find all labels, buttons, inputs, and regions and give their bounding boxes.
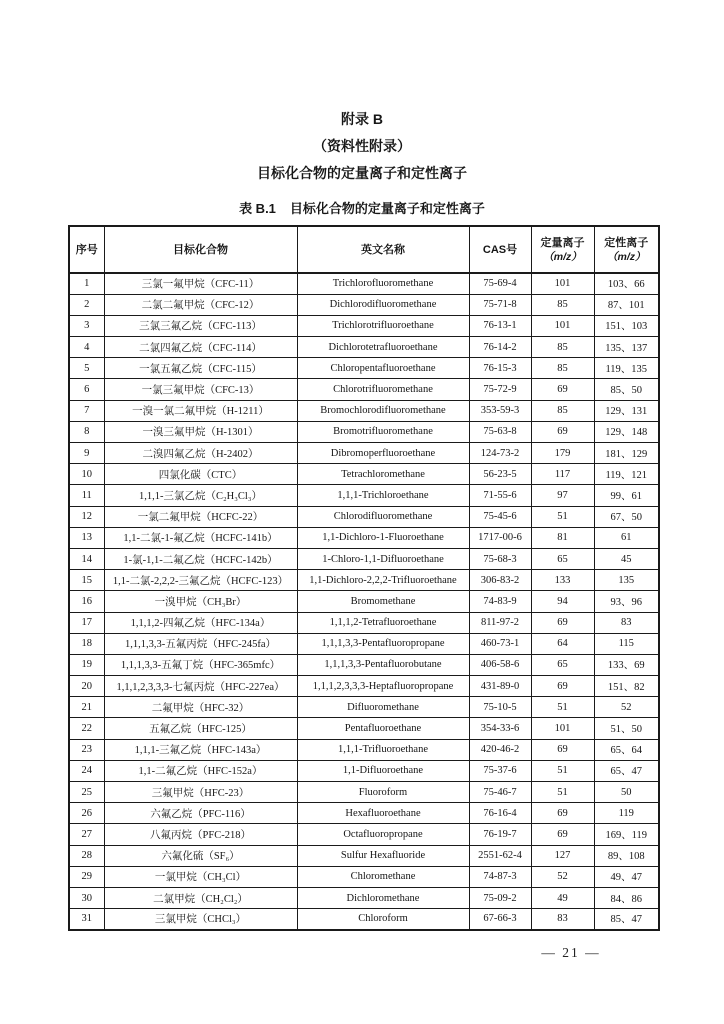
cell-name-cn: 一溴三氟甲烷（H-1301） — [104, 421, 297, 442]
cell-name-cn: 1,1-二氟乙烷（HFC-152a） — [104, 760, 297, 781]
cell-quant-ion: 69 — [531, 612, 594, 633]
cell-quant-ion: 51 — [531, 697, 594, 718]
table-caption-title: 目标化合物的定量离子和定性离子 — [289, 201, 485, 216]
cell-name-en: Dichlorodifluoromethane — [297, 294, 469, 315]
cell-name-cn: 二氯二氟甲烷（CFC-12） — [104, 294, 297, 315]
cell-name-cn: 八氟丙烷（PFC-218） — [104, 824, 297, 845]
cell-quant-ion: 133 — [531, 570, 594, 591]
cell-cas: 75-37-6 — [469, 760, 531, 781]
cell-name-cn: 三氯甲烷（CHCl₃） — [104, 909, 297, 930]
cell-name-cn: 一氯二氟甲烷（HCFC-22） — [104, 506, 297, 527]
cell-quant-ion: 101 — [531, 273, 594, 294]
cell-quant-ion: 52 — [531, 866, 594, 887]
cell-cas: 75-46-7 — [469, 782, 531, 803]
table-row — [69, 654, 659, 675]
cell-qual-ion: 129、131 — [594, 400, 659, 421]
cell-qual-ion: 115 — [594, 633, 659, 654]
cell-no: 30 — [69, 887, 104, 908]
compound-table-body — [69, 273, 659, 930]
header-name-en: 英文名称 — [297, 226, 469, 273]
cell-qual-ion: 103、66 — [594, 273, 659, 294]
cell-no: 4 — [69, 337, 104, 358]
cell-quant-ion: 69 — [531, 739, 594, 760]
cell-cas: 460-73-1 — [469, 633, 531, 654]
cell-cas: 75-09-2 — [469, 887, 531, 908]
cell-quant-ion: 179 — [531, 443, 594, 464]
cell-no: 10 — [69, 464, 104, 485]
cell-quant-ion: 64 — [531, 633, 594, 654]
cell-name-en: Fluoroform — [297, 782, 469, 803]
cell-qual-ion: 89、108 — [594, 845, 659, 866]
cell-qual-ion: 84、86 — [594, 887, 659, 908]
table-caption — [0, 198, 724, 217]
cell-name-en: Dichlorotetrafluoroethane — [297, 337, 469, 358]
cell-name-en: Trichlorotrifluoroethane — [297, 315, 469, 336]
cell-name-cn: 1,1,1-三氟乙烷（HFC-143a） — [104, 739, 297, 760]
cell-no: 16 — [69, 591, 104, 612]
cell-quant-ion: 127 — [531, 845, 594, 866]
cell-qual-ion: 83 — [594, 612, 659, 633]
cell-name-en: 1,1,1,2,3,3,3-Heptafluoropropane — [297, 676, 469, 697]
header-quant-ion-mz: （m/z） — [543, 250, 582, 263]
cell-name-cn: 二氯甲烷（CH₂Cl₂） — [104, 887, 297, 908]
cell-no: 13 — [69, 527, 104, 548]
header-qual-ion-label: 定性离子 — [604, 236, 649, 249]
cell-no: 31 — [69, 909, 104, 930]
appendix-title-block — [0, 106, 724, 187]
cell-name-cn: 三氟甲烷（HFC-23） — [104, 782, 297, 803]
cell-qual-ion: 67、50 — [594, 506, 659, 527]
cell-name-en: 1,1,1-Trifluoroethane — [297, 739, 469, 760]
cell-qual-ion: 119 — [594, 803, 659, 824]
appendix-heading: 目标化合物的定量离子和定性离子 — [257, 165, 467, 181]
cell-name-en: Pentafluoroethane — [297, 718, 469, 739]
cell-cas: 75-63-8 — [469, 421, 531, 442]
cell-name-cn: 一氯五氟乙烷（CFC-115） — [104, 358, 297, 379]
cell-no: 8 — [69, 421, 104, 442]
cell-name-en: 1-Chloro-1,1-Difluoroethane — [297, 548, 469, 569]
table-row — [69, 400, 659, 421]
table-row — [69, 909, 659, 930]
cell-no: 27 — [69, 824, 104, 845]
cell-qual-ion: 49、47 — [594, 866, 659, 887]
cell-quant-ion: 83 — [531, 909, 594, 930]
table-row — [69, 697, 659, 718]
cell-no: 21 — [69, 697, 104, 718]
cell-no: 25 — [69, 782, 104, 803]
table-row — [69, 633, 659, 654]
cell-qual-ion: 65、64 — [594, 739, 659, 760]
cell-qual-ion: 51、50 — [594, 718, 659, 739]
table-row — [69, 464, 659, 485]
cell-cas: 75-72-9 — [469, 379, 531, 400]
cell-cas: 124-73-2 — [469, 443, 531, 464]
table-row — [69, 739, 659, 760]
cell-name-en: Chlorodifluoromethane — [297, 506, 469, 527]
cell-name-en: Chlorotrifluoromethane — [297, 379, 469, 400]
cell-cas: 75-45-6 — [469, 506, 531, 527]
cell-name-cn: 三氯一氟甲烷（CFC-11） — [104, 273, 297, 294]
cell-qual-ion: 85、47 — [594, 909, 659, 930]
cell-name-en: 1,1-Difluoroethane — [297, 760, 469, 781]
cell-name-cn: 1,1,1,3,3-五氟丁烷（HFC-365mfc） — [104, 654, 297, 675]
cell-qual-ion: 151、103 — [594, 315, 659, 336]
cell-cas: 75-69-4 — [469, 273, 531, 294]
cell-quant-ion: 69 — [531, 803, 594, 824]
table-row — [69, 485, 659, 506]
table-row — [69, 887, 659, 908]
cell-name-en: Bromomethane — [297, 591, 469, 612]
cell-cas: 75-10-5 — [469, 697, 531, 718]
cell-name-en: 1,1,1,3,3-Pentafluoropropane — [297, 633, 469, 654]
cell-name-en: Sulfur Hexafluoride — [297, 845, 469, 866]
table-row — [69, 421, 659, 442]
cell-qual-ion: 119、121 — [594, 464, 659, 485]
cell-name-cn: 1-氯-1,1-二氟乙烷（HCFC-142b） — [104, 548, 297, 569]
cell-name-cn: 一氯甲烷（CH₃Cl） — [104, 866, 297, 887]
cell-name-en: 1,1,1-Trichloroethane — [297, 485, 469, 506]
table-row — [69, 718, 659, 739]
cell-quant-ion: 65 — [531, 548, 594, 569]
cell-name-cn: 二溴四氟乙烷（H-2402） — [104, 443, 297, 464]
cell-cas: 71-55-6 — [469, 485, 531, 506]
cell-cas: 75-71-8 — [469, 294, 531, 315]
cell-name-en: Bromochlorodifluoromethane — [297, 400, 469, 421]
cell-quant-ion: 49 — [531, 887, 594, 908]
cell-quant-ion: 94 — [531, 591, 594, 612]
cell-cas: 406-58-6 — [469, 654, 531, 675]
cell-quant-ion: 85 — [531, 358, 594, 379]
page-number: — 21 — — [541, 945, 601, 960]
cell-quant-ion: 69 — [531, 379, 594, 400]
cell-qual-ion: 119、135 — [594, 358, 659, 379]
table-row — [69, 803, 659, 824]
cell-name-en: Chloroform — [297, 909, 469, 930]
cell-no: 12 — [69, 506, 104, 527]
cell-no: 17 — [69, 612, 104, 633]
cell-name-en: Bromotrifluoromethane — [297, 421, 469, 442]
cell-name-en: Chloromethane — [297, 866, 469, 887]
cell-cas: 76-13-1 — [469, 315, 531, 336]
table-row — [69, 782, 659, 803]
header-quant-ion — [531, 226, 594, 273]
cell-name-cn: 1,1-二氯-1-氟乙烷（HCFC-141b） — [104, 527, 297, 548]
cell-no: 5 — [69, 358, 104, 379]
cell-qual-ion: 169、119 — [594, 824, 659, 845]
cell-qual-ion: 133、69 — [594, 654, 659, 675]
cell-qual-ion: 61 — [594, 527, 659, 548]
cell-quant-ion: 69 — [531, 421, 594, 442]
compound-table-header — [69, 226, 659, 273]
cell-no: 24 — [69, 760, 104, 781]
cell-qual-ion: 99、61 — [594, 485, 659, 506]
cell-no: 2 — [69, 294, 104, 315]
cell-no: 15 — [69, 570, 104, 591]
cell-no: 23 — [69, 739, 104, 760]
cell-name-en: Tetrachloromethane — [297, 464, 469, 485]
cell-quant-ion: 97 — [531, 485, 594, 506]
table-row — [69, 506, 659, 527]
table-row — [69, 591, 659, 612]
cell-no: 26 — [69, 803, 104, 824]
cell-quant-ion: 85 — [531, 400, 594, 421]
cell-qual-ion: 129、148 — [594, 421, 659, 442]
cell-qual-ion: 50 — [594, 782, 659, 803]
table-row — [69, 845, 659, 866]
table-row — [69, 527, 659, 548]
cell-cas: 353-59-3 — [469, 400, 531, 421]
cell-name-en: Difluoromethane — [297, 697, 469, 718]
cell-cas: 811-97-2 — [469, 612, 531, 633]
cell-no: 29 — [69, 866, 104, 887]
cell-quant-ion: 101 — [531, 315, 594, 336]
cell-name-en: Hexafluoroethane — [297, 803, 469, 824]
table-row — [69, 612, 659, 633]
cell-qual-ion: 93、96 — [594, 591, 659, 612]
cell-cas: 76-15-3 — [469, 358, 531, 379]
cell-no: 6 — [69, 379, 104, 400]
cell-quant-ion: 81 — [531, 527, 594, 548]
appendix-title: 附录 B — [341, 111, 383, 127]
cell-cas: 354-33-6 — [469, 718, 531, 739]
cell-name-cn: 二氟甲烷（HFC-32） — [104, 697, 297, 718]
cell-quant-ion: 85 — [531, 294, 594, 315]
cell-cas: 76-19-7 — [469, 824, 531, 845]
table-row — [69, 548, 659, 569]
header-quant-ion-label: 定量离子 — [540, 236, 585, 249]
cell-qual-ion: 85、50 — [594, 379, 659, 400]
cell-no: 22 — [69, 718, 104, 739]
cell-no: 11 — [69, 485, 104, 506]
cell-no: 3 — [69, 315, 104, 336]
cell-cas: 74-83-9 — [469, 591, 531, 612]
cell-qual-ion: 87、101 — [594, 294, 659, 315]
cell-cas: 76-14-2 — [469, 337, 531, 358]
cell-quant-ion: 51 — [531, 506, 594, 527]
header-cas: CAS号 — [469, 226, 531, 273]
header-name-cn: 目标化合物 — [104, 226, 297, 273]
cell-name-en: Trichlorofluoromethane — [297, 273, 469, 294]
cell-name-en: 1,1,1,2-Tetrafluoroethane — [297, 612, 469, 633]
cell-name-en: 1,1-Dichloro-1-Fluoroethane — [297, 527, 469, 548]
cell-name-cn: 1,1,1,2,3,3,3-七氟丙烷（HFC-227ea） — [104, 676, 297, 697]
cell-no: 7 — [69, 400, 104, 421]
cell-name-cn: 六氟化硫（SF₆） — [104, 845, 297, 866]
cell-quant-ion: 51 — [531, 782, 594, 803]
header-qual-ion-mz: （m/z） — [606, 250, 646, 263]
appendix-subtitle: （资料性附录） — [313, 138, 411, 154]
header-no: 序号 — [69, 226, 104, 273]
table-row — [69, 358, 659, 379]
cell-name-cn: 一溴一氯二氟甲烷（H-1211） — [104, 400, 297, 421]
cell-name-en: Octafluoropropane — [297, 824, 469, 845]
table-row — [69, 337, 659, 358]
cell-cas: 420-46-2 — [469, 739, 531, 760]
cell-cas: 2551-62-4 — [469, 845, 531, 866]
cell-cas: 1717-00-6 — [469, 527, 531, 548]
cell-no: 19 — [69, 654, 104, 675]
cell-qual-ion: 135、137 — [594, 337, 659, 358]
cell-name-cn: 二氯四氟乙烷（CFC-114） — [104, 337, 297, 358]
cell-name-cn: 1,1,1,2-四氟乙烷（HFC-134a） — [104, 612, 297, 633]
cell-cas: 75-68-3 — [469, 548, 531, 569]
cell-name-en: 1,1-Dichloro-2,2,2-Trifluoroethane — [297, 570, 469, 591]
table-row — [69, 443, 659, 464]
cell-name-cn: 一溴甲烷（CH₃Br） — [104, 591, 297, 612]
cell-name-cn: 六氟乙烷（PFC-116） — [104, 803, 297, 824]
table-caption-label: 表 B.1 — [239, 201, 276, 216]
table-row — [69, 760, 659, 781]
cell-cas: 74-87-3 — [469, 866, 531, 887]
cell-quant-ion: 85 — [531, 337, 594, 358]
cell-name-cn: 1,1-二氯-2,2,2-三氟乙烷（HCFC-123） — [104, 570, 297, 591]
cell-name-en: Chloropentafluoroethane — [297, 358, 469, 379]
cell-qual-ion: 45 — [594, 548, 659, 569]
cell-quant-ion: 51 — [531, 760, 594, 781]
cell-name-en: Dibromoperfluoroethane — [297, 443, 469, 464]
cell-quant-ion: 65 — [531, 654, 594, 675]
header-qual-ion — [594, 226, 659, 273]
cell-qual-ion: 65、47 — [594, 760, 659, 781]
cell-name-cn: 五氟乙烷（HFC-125） — [104, 718, 297, 739]
cell-cas: 56-23-5 — [469, 464, 531, 485]
table-row — [69, 824, 659, 845]
cell-name-cn: 三氯三氟乙烷（CFC-113） — [104, 315, 297, 336]
table-row — [69, 379, 659, 400]
cell-quant-ion: 69 — [531, 824, 594, 845]
cell-cas: 306-83-2 — [469, 570, 531, 591]
cell-name-en: Dichloromethane — [297, 887, 469, 908]
cell-name-cn: 四氯化碳（CTC） — [104, 464, 297, 485]
cell-no: 18 — [69, 633, 104, 654]
compound-table — [68, 225, 660, 931]
cell-cas: 67-66-3 — [469, 909, 531, 930]
table-row — [69, 315, 659, 336]
table-row — [69, 294, 659, 315]
cell-name-cn: 一氯三氟甲烷（CFC-13） — [104, 379, 297, 400]
cell-qual-ion: 135 — [594, 570, 659, 591]
table-row — [69, 273, 659, 294]
table-row — [69, 676, 659, 697]
table-row — [69, 866, 659, 887]
cell-cas: 431-89-0 — [469, 676, 531, 697]
cell-no: 20 — [69, 676, 104, 697]
table-row — [69, 570, 659, 591]
cell-cas: 76-16-4 — [469, 803, 531, 824]
cell-name-cn: 1,1,1-三氯乙烷（C₂H₃Cl₃） — [104, 485, 297, 506]
cell-quant-ion: 117 — [531, 464, 594, 485]
cell-qual-ion: 151、82 — [594, 676, 659, 697]
cell-no: 9 — [69, 443, 104, 464]
cell-no: 1 — [69, 273, 104, 294]
cell-name-en: 1,1,1,3,3-Pentafluorobutane — [297, 654, 469, 675]
cell-quant-ion: 101 — [531, 718, 594, 739]
cell-quant-ion: 69 — [531, 676, 594, 697]
cell-no: 28 — [69, 845, 104, 866]
cell-name-cn: 1,1,1,3,3-五氟丙烷（HFC-245fa） — [104, 633, 297, 654]
cell-qual-ion: 52 — [594, 697, 659, 718]
cell-no: 14 — [69, 548, 104, 569]
cell-qual-ion: 181、129 — [594, 443, 659, 464]
